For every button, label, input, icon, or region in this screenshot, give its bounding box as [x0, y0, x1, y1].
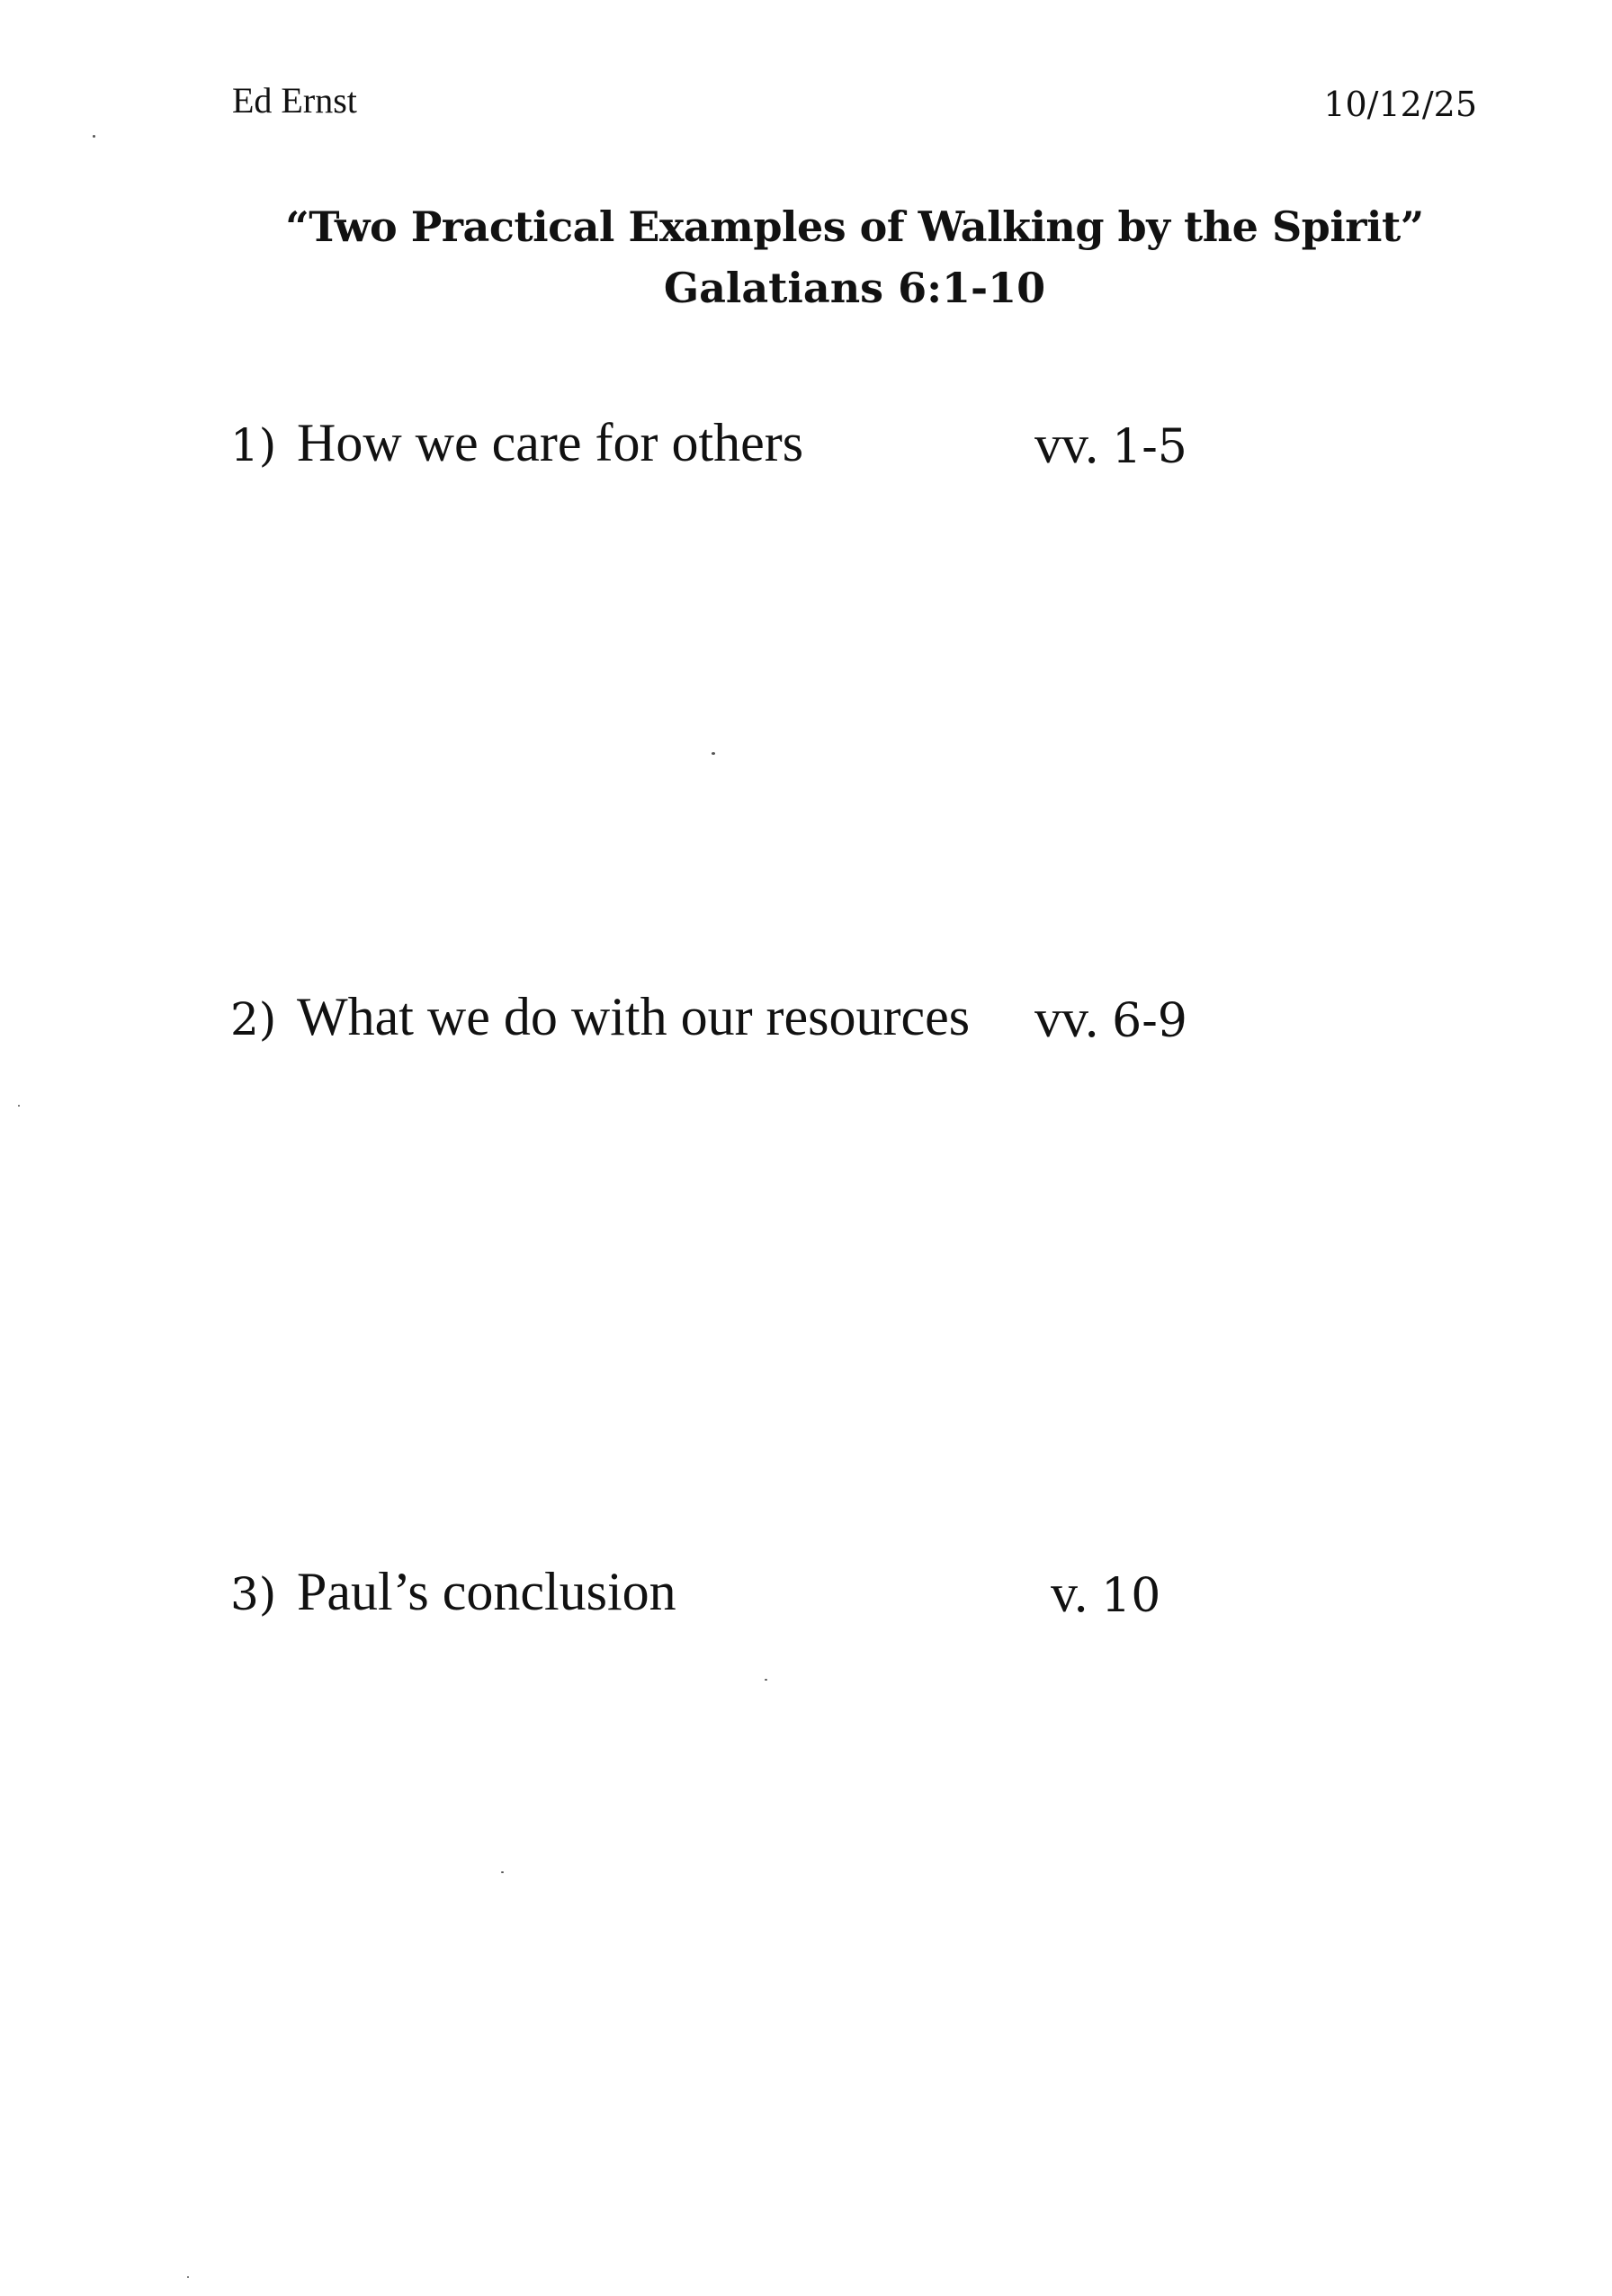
scan-speck — [187, 2276, 189, 2278]
outline-point-text: Paul’s conclusion — [297, 1562, 676, 1621]
outline-point-number: 3) — [230, 1568, 277, 1620]
outline-point-number: 1) — [230, 419, 277, 471]
scan-speck — [18, 1105, 20, 1107]
sermon-date: 10/12/25 — [1323, 85, 1477, 124]
title-block — [0, 196, 1612, 318]
scan-speck — [765, 1679, 767, 1681]
verse-prefix: v. — [1051, 1564, 1102, 1623]
verse-prefix: vv. — [1034, 415, 1113, 474]
scripture-passage: Galatians 6:1-10 — [663, 264, 1046, 312]
outline-point-text: What we do with our resources — [297, 987, 971, 1046]
outline-point-text: How we care for others — [297, 413, 804, 472]
scan-speck — [93, 135, 95, 138]
verse-range: 1-5 — [1112, 420, 1187, 474]
outline-point-2 — [230, 984, 970, 1052]
outline-point-1 — [230, 410, 803, 478]
scan-speck — [712, 752, 715, 755]
verse-range: 6-9 — [1112, 994, 1187, 1048]
outline-point-3-reference — [1051, 1561, 1160, 1628]
sermon-title: “Two Practical Examples of Walking by the Spirit” — [285, 202, 1424, 251]
outline-point-2-reference — [1034, 986, 1187, 1054]
outline-point-number: 2) — [230, 993, 277, 1045]
author-name: Ed Ernst — [232, 80, 357, 121]
verse-range: 10 — [1101, 1569, 1161, 1623]
verse-prefix: vv. — [1034, 989, 1113, 1048]
outline-point-1-reference — [1034, 412, 1187, 480]
scan-speck — [501, 1871, 504, 1873]
outline-point-3 — [230, 1559, 676, 1627]
